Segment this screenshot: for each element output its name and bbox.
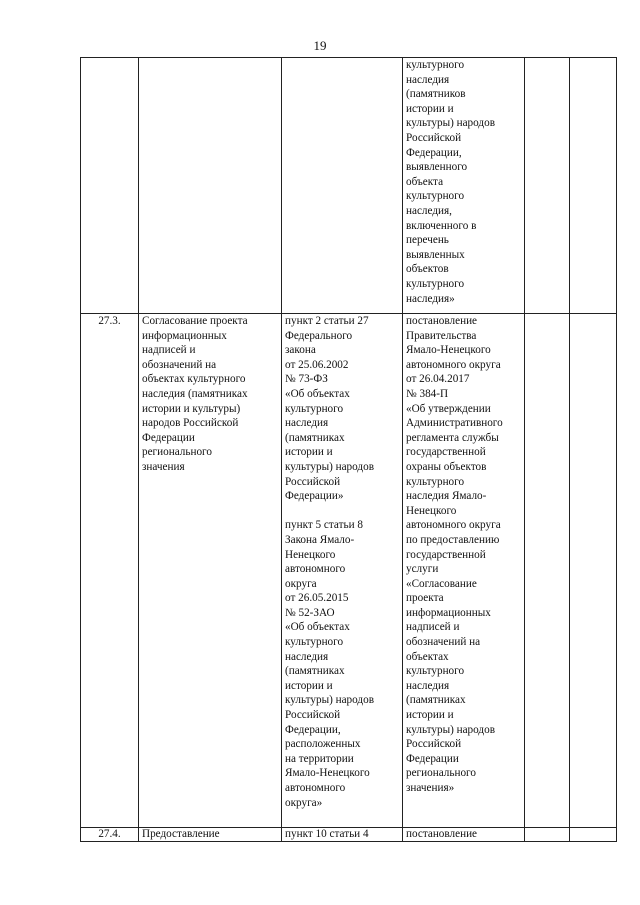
empty-cell: [570, 58, 617, 314]
empty-cell: [525, 828, 570, 842]
service-name-cell: Предоставление: [139, 828, 282, 842]
row-number-cell: 27.3.: [81, 314, 139, 828]
row-number-cell: [81, 58, 139, 314]
empty-cell: [570, 828, 617, 842]
legal-basis-cell: пункт 10 статьи 4: [282, 828, 403, 842]
page-number: 19: [313, 38, 327, 53]
empty-cell: [525, 314, 570, 828]
legal-basis-cell: пункт 2 статьи 27 Федерального закона от 25.06.2002 № 73-ФЗ «Об объектах культурного наследия (памятниках истории и культуры) народов Российской Федерации» пункт 5 статьи 8 Закона Ямало- Ненецкого автономного округа от 26.05.2015 № 52-ЗАО «Об объектах культурного наследия (памятниках истории и культуры) народов Российской Федерации, расположенных на территории Ямало-Ненецкого автономного округа»: [282, 314, 403, 828]
regulation-act-cell: постановление Правительства Ямало-Ненецкого автономного округа от 26.04.2017 № 384-П «Об утверждении Административного регламента службы государственной охраны объектов культурного наследия Ямало- Ненецкого автономного округа по предоставлению государственной услуги «Согласование проекта информационных надписей и обозначений на объектах культурного наследия (памятниках истории и культуры) народов Российской Федерации регионального значения»: [403, 314, 525, 828]
document-table: [80, 57, 617, 842]
table-row: [81, 58, 617, 314]
empty-cell: [570, 314, 617, 828]
table-row: [81, 314, 617, 828]
row-number-cell: 27.4.: [81, 828, 139, 842]
legal-basis-cell: [282, 58, 403, 314]
service-name-cell: Согласование проекта информационных надписей и обозначений на объектах культурного наследия (памятниках истории и культуры) народов Российской Федерации регионального значения: [139, 314, 282, 828]
regulation-act-cell: культурного наследия (памятников истории и культуры) народов Российской Федерации, выявленного объекта культурного наследия, включенного в перечень выявленных объектов культурного наследия»: [403, 58, 525, 314]
table-row: [81, 828, 617, 842]
service-name-cell: [139, 58, 282, 314]
empty-cell: [525, 58, 570, 314]
regulation-act-cell: постановление: [403, 828, 525, 842]
